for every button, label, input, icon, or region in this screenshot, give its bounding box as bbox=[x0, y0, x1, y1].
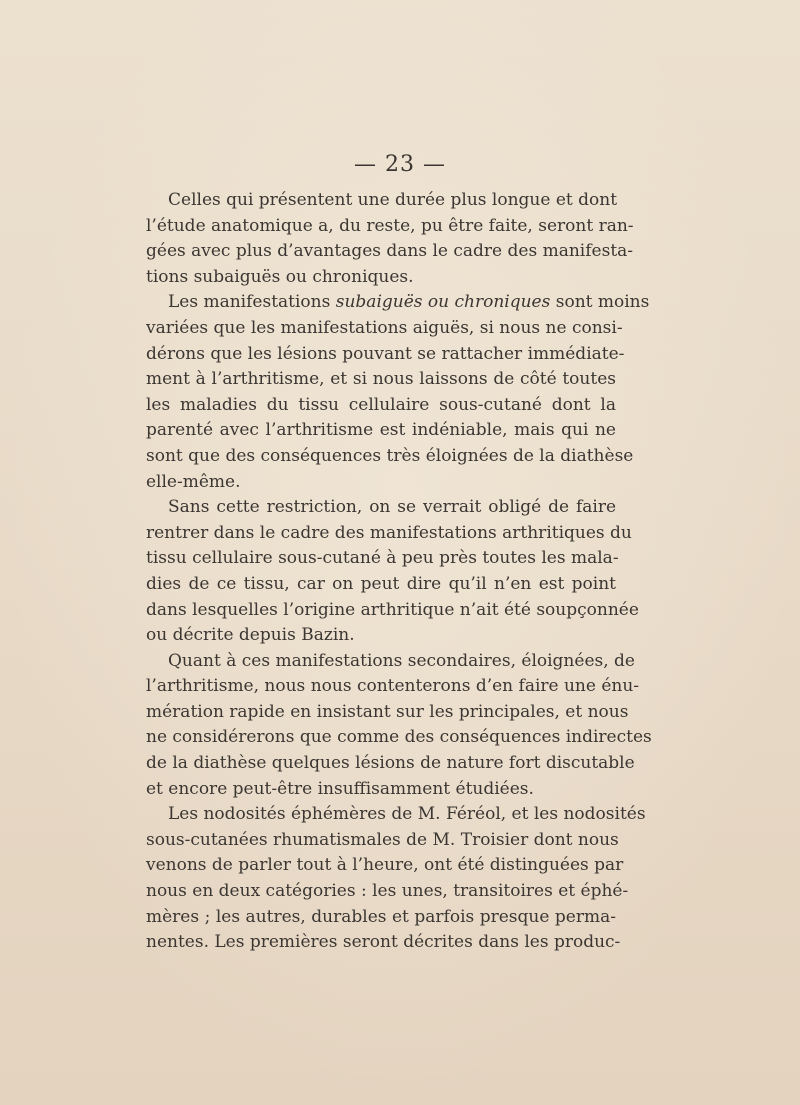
text-line: elle-même. bbox=[146, 471, 241, 492]
text-line: rentrer dans le cadre des manifestations arthritiques du bbox=[146, 522, 632, 543]
text-segment: Les manifestations bbox=[168, 292, 336, 313]
text-line: Quant à ces manifestations secondaires, éloignées, de bbox=[168, 650, 635, 671]
text-line: nentes. Les premières seront décrites dans les produc- bbox=[146, 932, 621, 953]
text-line: Sans cette restriction, on se verrait obligé de faire bbox=[168, 497, 616, 518]
text-line: dérons que les lésions pouvant se rattacher immédiate- bbox=[146, 343, 625, 364]
text-line: et encore peut-être insuffisamment étudiées. bbox=[146, 778, 534, 799]
text-line: variées que les manifestations aiguës, si nous ne consi- bbox=[146, 317, 623, 338]
text-line: ou décrite depuis Bazin. bbox=[146, 625, 355, 646]
text-line: l’étude anatomique a, du reste, pu être faite, seront ran- bbox=[146, 215, 634, 236]
text-line: ne considérerons que comme des conséquences indirectes bbox=[146, 727, 652, 748]
text-line: sous-cutanées rhumatismales de M. Troisier dont nous bbox=[146, 829, 619, 850]
text-line: dies de ce tissu, car on peut dire qu’il n’en est point bbox=[146, 573, 616, 594]
text-line: mères ; les autres, durables et parfois presque perma- bbox=[146, 906, 616, 927]
text-line: l’arthritisme, nous nous contenterons d’en faire une énu- bbox=[146, 676, 640, 697]
text-line: gées avec plus d’avantages dans le cadre des manifesta- bbox=[146, 241, 634, 262]
text-line: tions subaiguës ou chroniques. bbox=[146, 266, 414, 287]
text-line: dans lesquelles l’origine arthritique n’ait été soupçonnée bbox=[146, 599, 639, 620]
text-line bbox=[146, 290, 650, 316]
text-segment: sont moins bbox=[550, 292, 650, 313]
body-text bbox=[146, 188, 652, 956]
text-line: sont que des conséquences très éloignées de la diathèse bbox=[146, 445, 634, 466]
page-number: — 23 — bbox=[354, 152, 446, 177]
text-line: Celles qui présentent une durée plus longue et dont bbox=[168, 190, 618, 210]
text-line: tissu cellulaire sous-cutané à peu près toutes les mala- bbox=[146, 548, 619, 569]
text-line: Les nodosités éphémères de M. Féréol, et les nodosités bbox=[168, 804, 646, 825]
text-line: parenté avec l’arthritisme est indéniable, mais qui ne bbox=[146, 420, 616, 441]
italic-phrase: subaiguës ou chroniques bbox=[335, 292, 551, 313]
text-line: nous en deux catégories : les unes, transitoires et éphé- bbox=[146, 881, 629, 902]
text-line: mération rapide en insistant sur les principales, et nous bbox=[146, 701, 629, 722]
text-line: venons de parler tout à l’heure, ont été distinguées par bbox=[146, 855, 624, 876]
text-line: ment à l’arthritisme, et si nous laissons de côté toutes bbox=[146, 369, 616, 390]
text-line: de la diathèse quelques lésions de nature fort discutable bbox=[146, 753, 635, 774]
text-line: les maladies du tissu cellulaire sous-cutané dont la bbox=[146, 394, 616, 415]
